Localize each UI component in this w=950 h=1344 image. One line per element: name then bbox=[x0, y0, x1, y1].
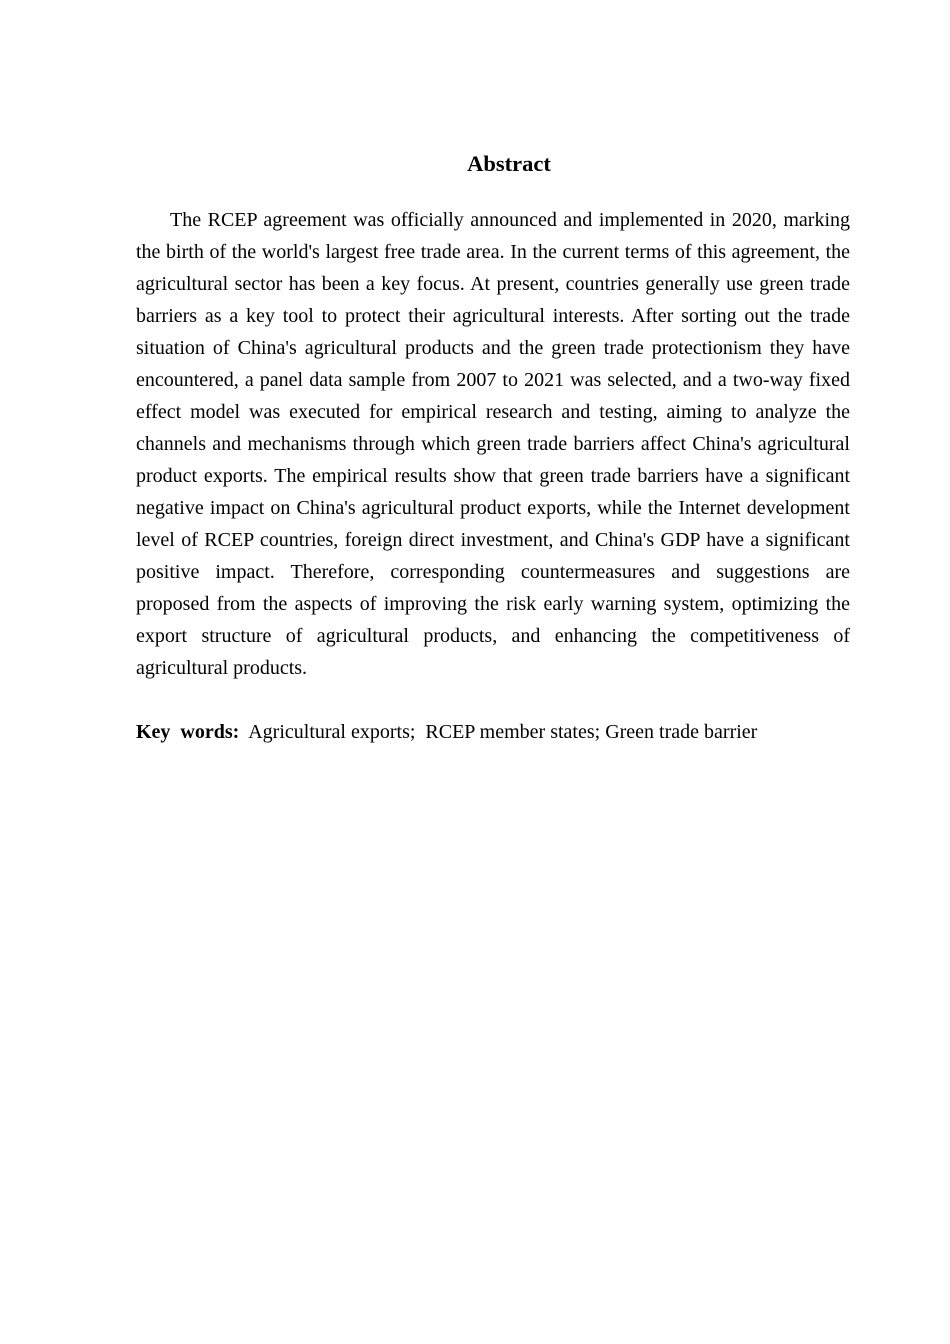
document-page bbox=[136, 148, 850, 748]
keywords-value: Agricultural exports; RCEP member states; Green trade barrier bbox=[239, 721, 758, 743]
page-title: Abstract bbox=[467, 151, 551, 176]
keywords-line bbox=[136, 716, 850, 748]
keywords-label: Key words: bbox=[136, 721, 240, 743]
abstract-paragraph: The RCEP agreement was officially announced and implemented in 2020, marking the birth of the world's largest free trade area. In the current terms of this agreement, the agricultural sector has been a key focus. At present, countries generally use green trade barriers as a key tool to protect their agricultural interests. After sorting out the trade situation of China's agricultural products and the green trade protectionism they have encountered, a panel data sample from 2007 to 2021 was selected, and a two-way fixed effect model was executed for empirical research and testing, aiming to analyze the channels and mechanisms through which green trade barriers affect China's agricultural product exports. The empirical results show that green trade barriers have a significant negative impact on China's agricultural product exports, while the Internet development level of RCEP countries, foreign direct investment, and China's GDP have a significant positive impact. Therefore, corresponding countermeasures and suggestions are proposed from the aspects of improving the risk early warning system, optimizing the export structure of agricultural products, and enhancing the competitiveness of agricultural products. bbox=[136, 209, 850, 679]
